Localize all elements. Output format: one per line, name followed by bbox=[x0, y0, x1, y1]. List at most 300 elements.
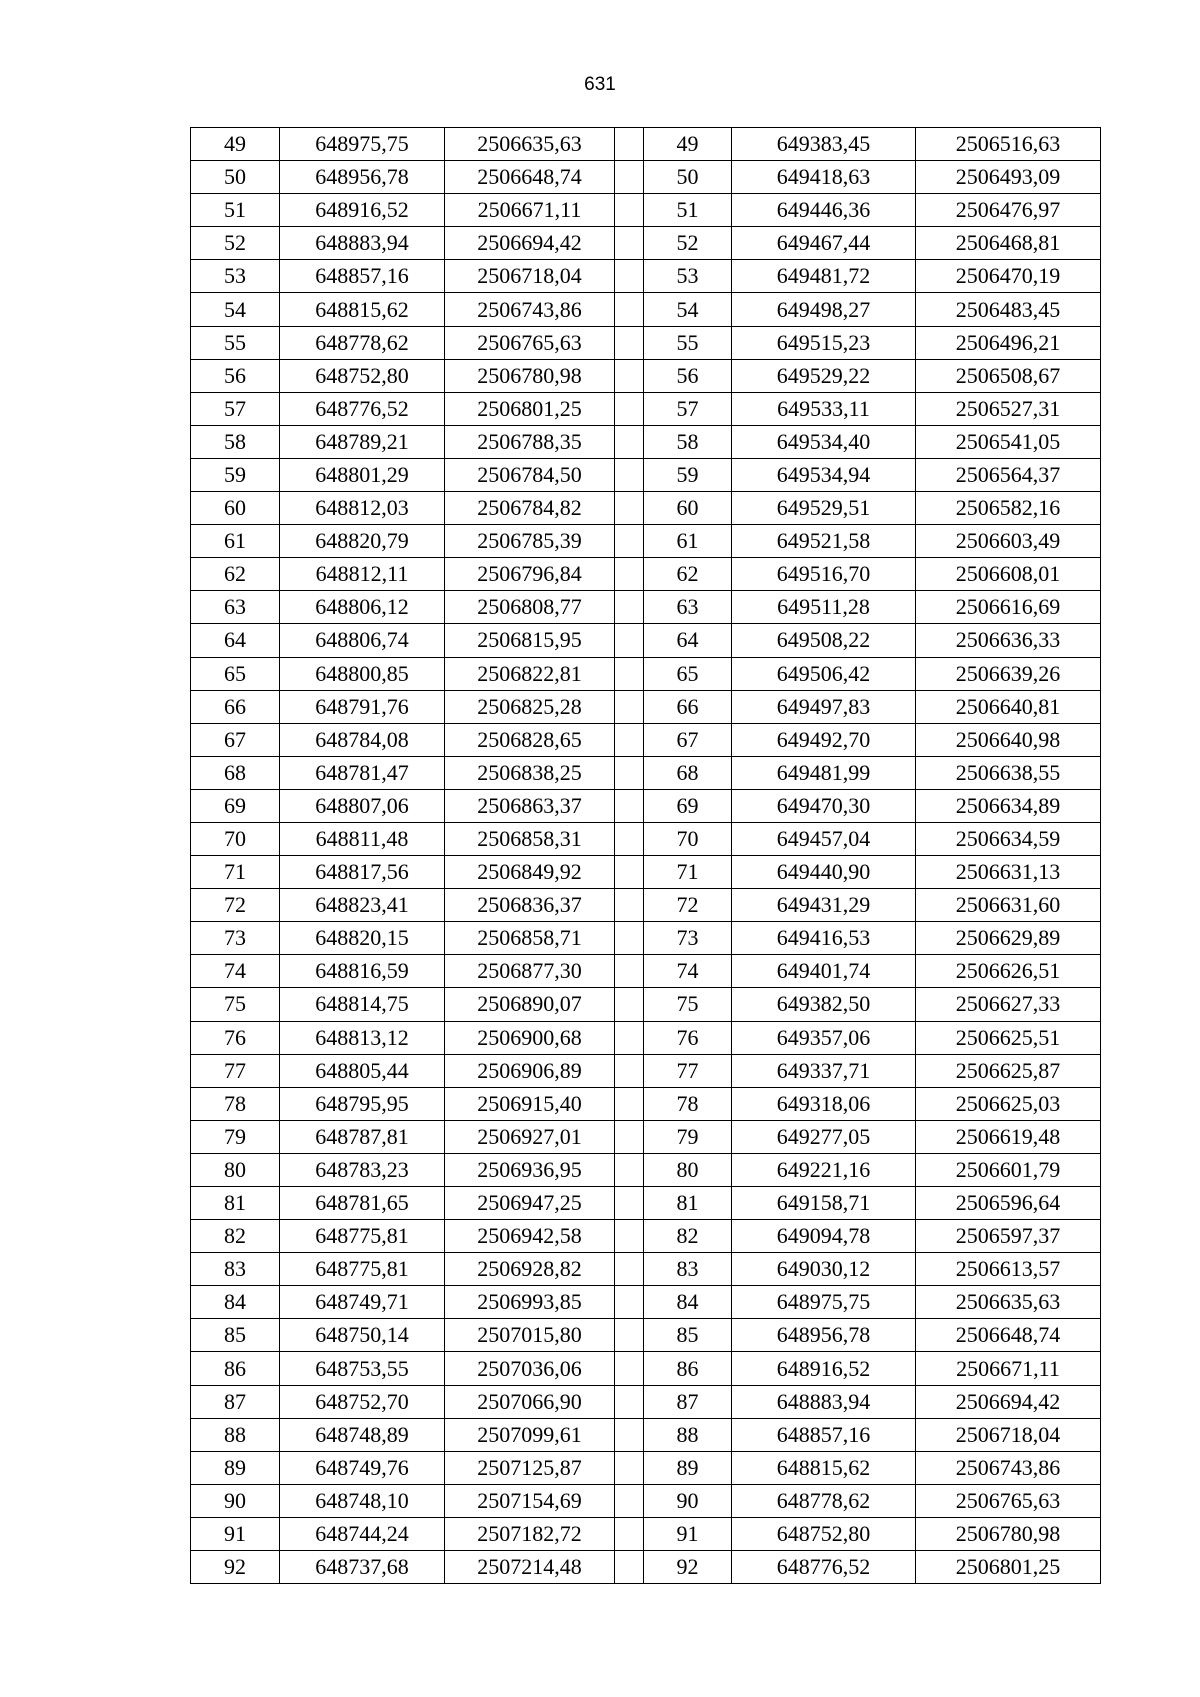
point-number-right: 70 bbox=[644, 822, 732, 855]
x-coordinate-right: 649498,27 bbox=[732, 293, 916, 326]
point-number-left: 58 bbox=[191, 425, 280, 458]
y-coordinate-left: 2506838,25 bbox=[445, 756, 615, 789]
point-number-left: 65 bbox=[191, 657, 280, 690]
x-coordinate-right: 649506,42 bbox=[732, 657, 916, 690]
separator-cell bbox=[615, 458, 644, 491]
y-coordinate-right: 2506801,25 bbox=[916, 1551, 1101, 1584]
table-row bbox=[191, 392, 1101, 425]
y-coordinate-left: 2506718,04 bbox=[445, 260, 615, 293]
x-coordinate-left: 648816,59 bbox=[280, 955, 445, 988]
x-coordinate-left: 648806,74 bbox=[280, 624, 445, 657]
x-coordinate-left: 648744,24 bbox=[280, 1517, 445, 1550]
x-coordinate-left: 648791,76 bbox=[280, 690, 445, 723]
point-number-right: 68 bbox=[644, 756, 732, 789]
separator-cell bbox=[615, 789, 644, 822]
point-number-left: 52 bbox=[191, 227, 280, 260]
y-coordinate-right: 2506516,63 bbox=[916, 128, 1101, 161]
y-coordinate-right: 2506619,48 bbox=[916, 1120, 1101, 1153]
separator-cell bbox=[615, 260, 644, 293]
y-coordinate-right: 2506626,51 bbox=[916, 955, 1101, 988]
x-coordinate-right: 649318,06 bbox=[732, 1087, 916, 1120]
y-coordinate-left: 2506890,07 bbox=[445, 988, 615, 1021]
separator-cell bbox=[615, 1352, 644, 1385]
y-coordinate-left: 2506788,35 bbox=[445, 425, 615, 458]
y-coordinate-left: 2506743,86 bbox=[445, 293, 615, 326]
y-coordinate-right: 2506631,60 bbox=[916, 889, 1101, 922]
y-coordinate-left: 2507125,87 bbox=[445, 1451, 615, 1484]
y-coordinate-left: 2507214,48 bbox=[445, 1551, 615, 1584]
separator-cell bbox=[615, 922, 644, 955]
y-coordinate-left: 2506784,50 bbox=[445, 458, 615, 491]
point-number-right: 85 bbox=[644, 1319, 732, 1352]
x-coordinate-left: 648823,41 bbox=[280, 889, 445, 922]
table-row bbox=[191, 1484, 1101, 1517]
point-number-right: 62 bbox=[644, 558, 732, 591]
y-coordinate-right: 2506640,81 bbox=[916, 690, 1101, 723]
y-coordinate-right: 2506596,64 bbox=[916, 1187, 1101, 1220]
point-number-right: 50 bbox=[644, 161, 732, 194]
point-number-right: 73 bbox=[644, 922, 732, 955]
table-row bbox=[191, 657, 1101, 690]
point-number-left: 78 bbox=[191, 1087, 280, 1120]
point-number-left: 64 bbox=[191, 624, 280, 657]
table-row bbox=[191, 1418, 1101, 1451]
x-coordinate-right: 649511,28 bbox=[732, 591, 916, 624]
x-coordinate-right: 649497,83 bbox=[732, 690, 916, 723]
table-row bbox=[191, 1319, 1101, 1352]
x-coordinate-left: 648820,79 bbox=[280, 525, 445, 558]
y-coordinate-right: 2506634,59 bbox=[916, 822, 1101, 855]
separator-cell bbox=[615, 227, 644, 260]
table-row bbox=[191, 955, 1101, 988]
point-number-left: 60 bbox=[191, 492, 280, 525]
separator-cell bbox=[615, 1286, 644, 1319]
table-row bbox=[191, 359, 1101, 392]
point-number-right: 75 bbox=[644, 988, 732, 1021]
x-coordinate-left: 648806,12 bbox=[280, 591, 445, 624]
point-number-left: 68 bbox=[191, 756, 280, 789]
y-coordinate-right: 2506780,98 bbox=[916, 1517, 1101, 1550]
point-number-right: 51 bbox=[644, 194, 732, 227]
table-row bbox=[191, 1253, 1101, 1286]
point-number-right: 74 bbox=[644, 955, 732, 988]
separator-cell bbox=[615, 1153, 644, 1186]
separator-cell bbox=[615, 326, 644, 359]
table-row bbox=[191, 1120, 1101, 1153]
x-coordinate-right: 648776,52 bbox=[732, 1551, 916, 1584]
separator-cell bbox=[615, 1187, 644, 1220]
point-number-right: 55 bbox=[644, 326, 732, 359]
x-coordinate-right: 649416,53 bbox=[732, 922, 916, 955]
x-coordinate-right: 649446,36 bbox=[732, 194, 916, 227]
y-coordinate-right: 2506613,57 bbox=[916, 1253, 1101, 1286]
y-coordinate-right: 2506564,37 bbox=[916, 458, 1101, 491]
point-number-right: 58 bbox=[644, 425, 732, 458]
point-number-right: 77 bbox=[644, 1054, 732, 1087]
y-coordinate-left: 2506822,81 bbox=[445, 657, 615, 690]
x-coordinate-right: 649383,45 bbox=[732, 128, 916, 161]
point-number-right: 90 bbox=[644, 1484, 732, 1517]
table-row bbox=[191, 558, 1101, 591]
x-coordinate-left: 648812,11 bbox=[280, 558, 445, 591]
table-row bbox=[191, 1286, 1101, 1319]
y-coordinate-right: 2506476,97 bbox=[916, 194, 1101, 227]
y-coordinate-left: 2506849,92 bbox=[445, 856, 615, 889]
y-coordinate-left: 2507036,06 bbox=[445, 1352, 615, 1385]
y-coordinate-right: 2506541,05 bbox=[916, 425, 1101, 458]
separator-cell bbox=[615, 1120, 644, 1153]
y-coordinate-left: 2506928,82 bbox=[445, 1253, 615, 1286]
point-number-left: 79 bbox=[191, 1120, 280, 1153]
point-number-left: 66 bbox=[191, 690, 280, 723]
table-row bbox=[191, 723, 1101, 756]
table-row bbox=[191, 227, 1101, 260]
x-coordinate-right: 649221,16 bbox=[732, 1153, 916, 1186]
coordinates-table bbox=[190, 127, 1101, 1584]
x-coordinate-right: 648956,78 bbox=[732, 1319, 916, 1352]
point-number-right: 56 bbox=[644, 359, 732, 392]
y-coordinate-left: 2506993,85 bbox=[445, 1286, 615, 1319]
point-number-left: 85 bbox=[191, 1319, 280, 1352]
point-number-left: 70 bbox=[191, 822, 280, 855]
x-coordinate-right: 648857,16 bbox=[732, 1418, 916, 1451]
point-number-left: 56 bbox=[191, 359, 280, 392]
y-coordinate-left: 2507154,69 bbox=[445, 1484, 615, 1517]
separator-cell bbox=[615, 1253, 644, 1286]
point-number-left: 90 bbox=[191, 1484, 280, 1517]
y-coordinate-right: 2506493,09 bbox=[916, 161, 1101, 194]
y-coordinate-right: 2506629,89 bbox=[916, 922, 1101, 955]
x-coordinate-right: 649508,22 bbox=[732, 624, 916, 657]
point-number-left: 89 bbox=[191, 1451, 280, 1484]
x-coordinate-left: 648975,75 bbox=[280, 128, 445, 161]
x-coordinate-left: 648748,89 bbox=[280, 1418, 445, 1451]
point-number-right: 88 bbox=[644, 1418, 732, 1451]
table-row bbox=[191, 624, 1101, 657]
table-row bbox=[191, 756, 1101, 789]
x-coordinate-left: 648807,06 bbox=[280, 789, 445, 822]
point-number-right: 92 bbox=[644, 1551, 732, 1584]
table-row bbox=[191, 1087, 1101, 1120]
y-coordinate-right: 2506597,37 bbox=[916, 1220, 1101, 1253]
y-coordinate-right: 2506636,33 bbox=[916, 624, 1101, 657]
table-row bbox=[191, 1054, 1101, 1087]
point-number-right: 86 bbox=[644, 1352, 732, 1385]
x-coordinate-left: 648820,15 bbox=[280, 922, 445, 955]
point-number-right: 80 bbox=[644, 1153, 732, 1186]
x-coordinate-left: 648956,78 bbox=[280, 161, 445, 194]
table-row bbox=[191, 326, 1101, 359]
y-coordinate-right: 2506671,11 bbox=[916, 1352, 1101, 1385]
y-coordinate-left: 2506648,74 bbox=[445, 161, 615, 194]
point-number-right: 49 bbox=[644, 128, 732, 161]
y-coordinate-right: 2506616,69 bbox=[916, 591, 1101, 624]
y-coordinate-left: 2506635,63 bbox=[445, 128, 615, 161]
table-row bbox=[191, 690, 1101, 723]
point-number-right: 66 bbox=[644, 690, 732, 723]
y-coordinate-left: 2507066,90 bbox=[445, 1385, 615, 1418]
table-row bbox=[191, 1352, 1101, 1385]
point-number-right: 76 bbox=[644, 1021, 732, 1054]
point-number-right: 69 bbox=[644, 789, 732, 822]
table-row bbox=[191, 194, 1101, 227]
point-number-left: 91 bbox=[191, 1517, 280, 1550]
separator-cell bbox=[615, 624, 644, 657]
y-coordinate-right: 2506625,03 bbox=[916, 1087, 1101, 1120]
table-row bbox=[191, 1187, 1101, 1220]
y-coordinate-right: 2506508,67 bbox=[916, 359, 1101, 392]
separator-cell bbox=[615, 558, 644, 591]
y-coordinate-right: 2506496,21 bbox=[916, 326, 1101, 359]
table-row bbox=[191, 1551, 1101, 1584]
point-number-right: 61 bbox=[644, 525, 732, 558]
table-row bbox=[191, 293, 1101, 326]
x-coordinate-left: 648749,71 bbox=[280, 1286, 445, 1319]
x-coordinate-right: 648752,80 bbox=[732, 1517, 916, 1550]
table-row bbox=[191, 128, 1101, 161]
x-coordinate-left: 648748,10 bbox=[280, 1484, 445, 1517]
y-coordinate-left: 2507099,61 bbox=[445, 1418, 615, 1451]
point-number-left: 61 bbox=[191, 525, 280, 558]
y-coordinate-right: 2506483,45 bbox=[916, 293, 1101, 326]
x-coordinate-right: 649431,29 bbox=[732, 889, 916, 922]
point-number-left: 87 bbox=[191, 1385, 280, 1418]
y-coordinate-right: 2506601,79 bbox=[916, 1153, 1101, 1186]
table-row bbox=[191, 856, 1101, 889]
x-coordinate-right: 649534,94 bbox=[732, 458, 916, 491]
x-coordinate-left: 648801,29 bbox=[280, 458, 445, 491]
x-coordinate-left: 648814,75 bbox=[280, 988, 445, 1021]
point-number-right: 59 bbox=[644, 458, 732, 491]
separator-cell bbox=[615, 1087, 644, 1120]
point-number-left: 75 bbox=[191, 988, 280, 1021]
separator-cell bbox=[615, 392, 644, 425]
x-coordinate-left: 648749,76 bbox=[280, 1451, 445, 1484]
separator-cell bbox=[615, 1418, 644, 1451]
y-coordinate-left: 2506936,95 bbox=[445, 1153, 615, 1186]
separator-cell bbox=[615, 756, 644, 789]
x-coordinate-left: 648778,62 bbox=[280, 326, 445, 359]
separator-cell bbox=[615, 889, 644, 922]
point-number-left: 80 bbox=[191, 1153, 280, 1186]
x-coordinate-right: 649481,99 bbox=[732, 756, 916, 789]
table-row bbox=[191, 425, 1101, 458]
y-coordinate-left: 2506858,71 bbox=[445, 922, 615, 955]
point-number-right: 65 bbox=[644, 657, 732, 690]
point-number-right: 89 bbox=[644, 1451, 732, 1484]
x-coordinate-left: 648750,14 bbox=[280, 1319, 445, 1352]
x-coordinate-left: 648781,65 bbox=[280, 1187, 445, 1220]
point-number-right: 87 bbox=[644, 1385, 732, 1418]
y-coordinate-left: 2506784,82 bbox=[445, 492, 615, 525]
x-coordinate-left: 648737,68 bbox=[280, 1551, 445, 1584]
point-number-left: 62 bbox=[191, 558, 280, 591]
x-coordinate-right: 649357,06 bbox=[732, 1021, 916, 1054]
table-row bbox=[191, 492, 1101, 525]
table-row bbox=[191, 1385, 1101, 1418]
point-number-left: 59 bbox=[191, 458, 280, 491]
separator-cell bbox=[615, 955, 644, 988]
x-coordinate-right: 649337,71 bbox=[732, 1054, 916, 1087]
table-row bbox=[191, 591, 1101, 624]
y-coordinate-left: 2507015,80 bbox=[445, 1319, 615, 1352]
point-number-right: 57 bbox=[644, 392, 732, 425]
table-row bbox=[191, 525, 1101, 558]
point-number-left: 74 bbox=[191, 955, 280, 988]
y-coordinate-right: 2506625,51 bbox=[916, 1021, 1101, 1054]
point-number-right: 81 bbox=[644, 1187, 732, 1220]
separator-cell bbox=[615, 1551, 644, 1584]
y-coordinate-right: 2506603,49 bbox=[916, 525, 1101, 558]
point-number-left: 92 bbox=[191, 1551, 280, 1584]
y-coordinate-left: 2506836,37 bbox=[445, 889, 615, 922]
point-number-left: 81 bbox=[191, 1187, 280, 1220]
point-number-right: 78 bbox=[644, 1087, 732, 1120]
table-row bbox=[191, 161, 1101, 194]
coordinates-table-body bbox=[191, 128, 1101, 1584]
point-number-left: 51 bbox=[191, 194, 280, 227]
y-coordinate-left: 2506785,39 bbox=[445, 525, 615, 558]
point-number-left: 67 bbox=[191, 723, 280, 756]
x-coordinate-left: 648805,44 bbox=[280, 1054, 445, 1087]
table-row bbox=[191, 889, 1101, 922]
x-coordinate-left: 648916,52 bbox=[280, 194, 445, 227]
y-coordinate-left: 2506927,01 bbox=[445, 1120, 615, 1153]
x-coordinate-right: 648916,52 bbox=[732, 1352, 916, 1385]
page-number: 631 bbox=[584, 74, 616, 95]
x-coordinate-right: 649521,58 bbox=[732, 525, 916, 558]
x-coordinate-right: 649492,70 bbox=[732, 723, 916, 756]
y-coordinate-right: 2506470,19 bbox=[916, 260, 1101, 293]
y-coordinate-left: 2506915,40 bbox=[445, 1087, 615, 1120]
y-coordinate-left: 2506671,11 bbox=[445, 194, 615, 227]
y-coordinate-left: 2506694,42 bbox=[445, 227, 615, 260]
point-number-left: 55 bbox=[191, 326, 280, 359]
separator-cell bbox=[615, 425, 644, 458]
x-coordinate-right: 648883,94 bbox=[732, 1385, 916, 1418]
separator-cell bbox=[615, 161, 644, 194]
y-coordinate-right: 2506634,89 bbox=[916, 789, 1101, 822]
point-number-left: 49 bbox=[191, 128, 280, 161]
separator-cell bbox=[615, 492, 644, 525]
y-coordinate-left: 2506947,25 bbox=[445, 1187, 615, 1220]
y-coordinate-right: 2506718,04 bbox=[916, 1418, 1101, 1451]
y-coordinate-right: 2506648,74 bbox=[916, 1319, 1101, 1352]
x-coordinate-right: 648975,75 bbox=[732, 1286, 916, 1319]
x-coordinate-right: 649529,51 bbox=[732, 492, 916, 525]
y-coordinate-right: 2506638,55 bbox=[916, 756, 1101, 789]
y-coordinate-right: 2506694,42 bbox=[916, 1385, 1101, 1418]
y-coordinate-right: 2506631,13 bbox=[916, 856, 1101, 889]
y-coordinate-left: 2506828,65 bbox=[445, 723, 615, 756]
y-coordinate-left: 2506780,98 bbox=[445, 359, 615, 392]
x-coordinate-right: 649158,71 bbox=[732, 1187, 916, 1220]
y-coordinate-right: 2506743,86 bbox=[916, 1451, 1101, 1484]
x-coordinate-left: 648775,81 bbox=[280, 1220, 445, 1253]
point-number-right: 71 bbox=[644, 856, 732, 889]
x-coordinate-left: 648783,23 bbox=[280, 1153, 445, 1186]
table-row bbox=[191, 822, 1101, 855]
x-coordinate-left: 648752,70 bbox=[280, 1385, 445, 1418]
point-number-right: 72 bbox=[644, 889, 732, 922]
point-number-right: 54 bbox=[644, 293, 732, 326]
separator-cell bbox=[615, 1385, 644, 1418]
y-coordinate-left: 2506942,58 bbox=[445, 1220, 615, 1253]
x-coordinate-right: 649030,12 bbox=[732, 1253, 916, 1286]
point-number-left: 63 bbox=[191, 591, 280, 624]
point-number-left: 50 bbox=[191, 161, 280, 194]
x-coordinate-left: 648857,16 bbox=[280, 260, 445, 293]
separator-cell bbox=[615, 359, 644, 392]
point-number-left: 82 bbox=[191, 1220, 280, 1253]
x-coordinate-left: 648883,94 bbox=[280, 227, 445, 260]
x-coordinate-left: 648753,55 bbox=[280, 1352, 445, 1385]
x-coordinate-right: 649418,63 bbox=[732, 161, 916, 194]
point-number-right: 83 bbox=[644, 1253, 732, 1286]
y-coordinate-left: 2506801,25 bbox=[445, 392, 615, 425]
point-number-right: 60 bbox=[644, 492, 732, 525]
point-number-right: 82 bbox=[644, 1220, 732, 1253]
point-number-right: 52 bbox=[644, 227, 732, 260]
x-coordinate-right: 649534,40 bbox=[732, 425, 916, 458]
y-coordinate-left: 2506858,31 bbox=[445, 822, 615, 855]
point-number-left: 86 bbox=[191, 1352, 280, 1385]
separator-cell bbox=[615, 293, 644, 326]
x-coordinate-right: 649470,30 bbox=[732, 789, 916, 822]
x-coordinate-right: 649467,44 bbox=[732, 227, 916, 260]
point-number-left: 57 bbox=[191, 392, 280, 425]
table-row bbox=[191, 988, 1101, 1021]
x-coordinate-left: 648776,52 bbox=[280, 392, 445, 425]
y-coordinate-right: 2506608,01 bbox=[916, 558, 1101, 591]
table-row bbox=[191, 789, 1101, 822]
separator-cell bbox=[615, 856, 644, 889]
x-coordinate-left: 648817,56 bbox=[280, 856, 445, 889]
point-number-left: 53 bbox=[191, 260, 280, 293]
separator-cell bbox=[615, 591, 644, 624]
separator-cell bbox=[615, 1319, 644, 1352]
y-coordinate-left: 2506863,37 bbox=[445, 789, 615, 822]
x-coordinate-right: 649094,78 bbox=[732, 1220, 916, 1253]
table-row bbox=[191, 1517, 1101, 1550]
x-coordinate-right: 649382,50 bbox=[732, 988, 916, 1021]
point-number-right: 64 bbox=[644, 624, 732, 657]
point-number-left: 76 bbox=[191, 1021, 280, 1054]
y-coordinate-right: 2506765,63 bbox=[916, 1484, 1101, 1517]
x-coordinate-right: 649277,05 bbox=[732, 1120, 916, 1153]
point-number-right: 91 bbox=[644, 1517, 732, 1550]
y-coordinate-left: 2506765,63 bbox=[445, 326, 615, 359]
x-coordinate-right: 649457,04 bbox=[732, 822, 916, 855]
x-coordinate-right: 649533,11 bbox=[732, 392, 916, 425]
point-number-right: 79 bbox=[644, 1120, 732, 1153]
point-number-left: 83 bbox=[191, 1253, 280, 1286]
x-coordinate-left: 648815,62 bbox=[280, 293, 445, 326]
separator-cell bbox=[615, 723, 644, 756]
separator-cell bbox=[615, 1517, 644, 1550]
x-coordinate-left: 648812,03 bbox=[280, 492, 445, 525]
x-coordinate-right: 649481,72 bbox=[732, 260, 916, 293]
y-coordinate-right: 2506582,16 bbox=[916, 492, 1101, 525]
point-number-left: 84 bbox=[191, 1286, 280, 1319]
y-coordinate-left: 2507182,72 bbox=[445, 1517, 615, 1550]
separator-cell bbox=[615, 525, 644, 558]
x-coordinate-left: 648789,21 bbox=[280, 425, 445, 458]
separator-cell bbox=[615, 1054, 644, 1087]
y-coordinate-right: 2506625,87 bbox=[916, 1054, 1101, 1087]
separator-cell bbox=[615, 1220, 644, 1253]
x-coordinate-left: 648811,48 bbox=[280, 822, 445, 855]
